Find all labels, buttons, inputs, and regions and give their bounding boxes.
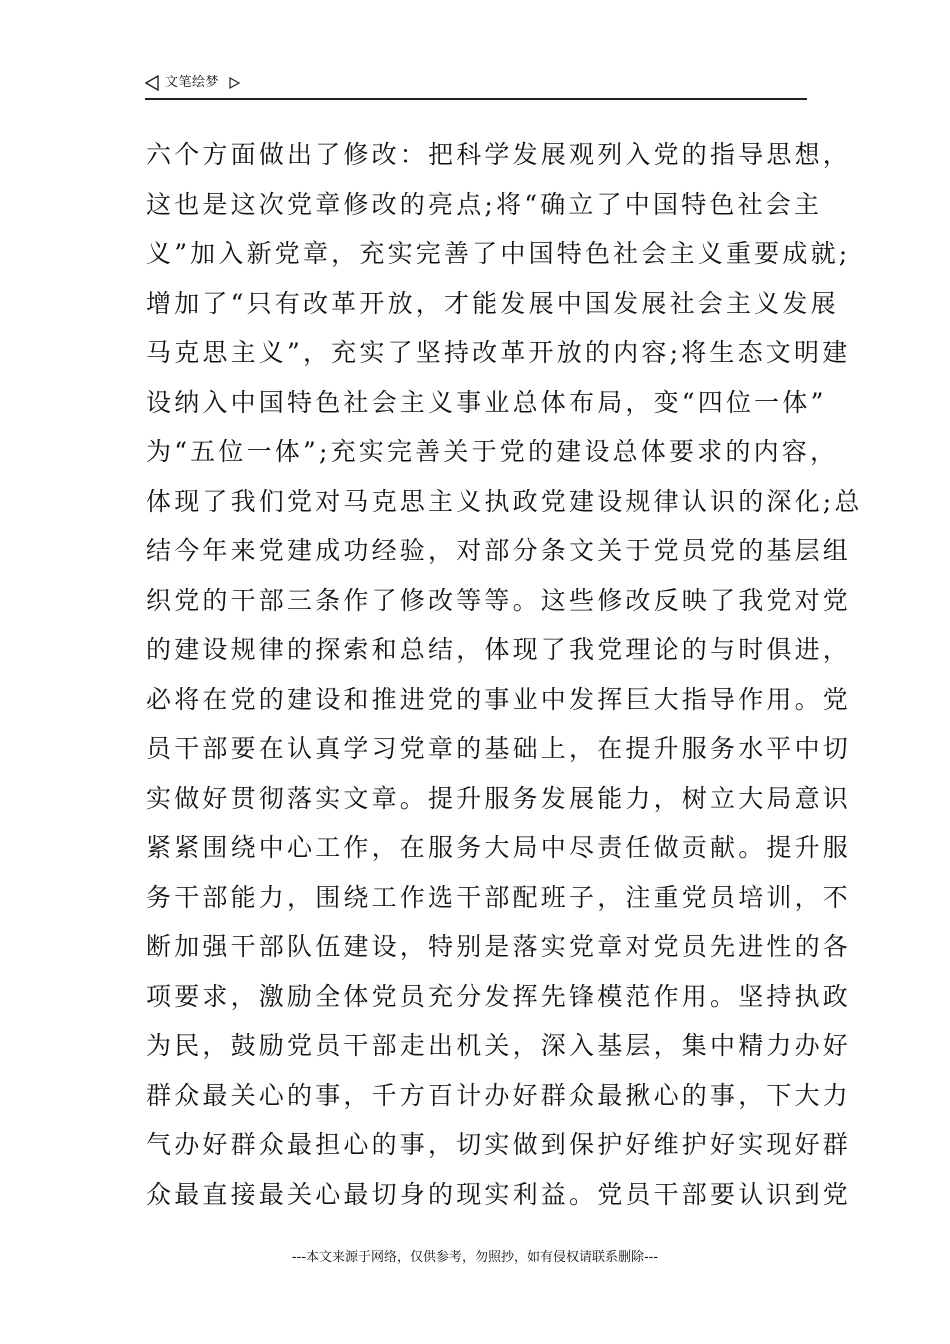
page-header [145, 74, 807, 100]
body-line: 实做好贯彻落实文章。提升服务发展能力，树立大局意识 [146, 783, 852, 813]
body-line: 为“五位一体”;充实完善关于党的建设总体要求的内容， [146, 437, 839, 466]
body-line: 项要求，激励全体党员充分发挥先锋模范作用。坚持执政 [146, 981, 852, 1011]
header-title: 文笔绘梦 [165, 75, 220, 90]
body-line: 员干部要在认真学习党章的基础上，在提升服务水平中切 [146, 734, 852, 763]
body-line: 体现了我们党对马克思主义执政党建设规律认识的深化;总 [146, 486, 863, 516]
body-line: 马克思主义”，充实了坚持改革开放的内容;将生态文明建 [146, 338, 851, 367]
body-line: 众最直接最关心最切身的现实利益。党员干部要认识到党 [146, 1179, 852, 1209]
body-line: 的建设规律的探索和总结，体现了我党理论的与时俱进， [146, 635, 852, 664]
body-line: 这也是这次党章修改的亮点;将“确立了中国特色社会主 [146, 189, 823, 219]
triangle-left-icon [145, 75, 159, 91]
body-line: 结今年来党建成功经验，对部分条文关于党员党的基层组 [146, 536, 852, 565]
body-line: 断加强干部队伍建设，特别是落实党章对党员先进性的各 [146, 932, 852, 961]
triangle-right-icon [229, 77, 240, 89]
body-line: 为民，鼓励党员干部走出机关，深入基层，集中精力办好 [146, 1031, 852, 1060]
body-line: 必将在党的建设和推进党的事业中发挥巨大指导作用。党 [146, 684, 852, 714]
document-body [146, 130, 863, 1219]
body-line: 气办好群众最担心的事，切实做到保护好维护好实现好群 [146, 1130, 852, 1159]
footer-disclaimer: ---本文来源于网络，仅供参考，勿照抄，如有侵权请联系删除--- [291, 1250, 659, 1265]
body-line: 义”加入新党章，充实完善了中国特色社会主义重要成就; [146, 239, 851, 268]
body-line: 群众最关心的事，千方百计办好群众最揪心的事，下大力 [146, 1080, 852, 1110]
body-line: 六个方面做出了修改：把科学发展观列入党的指导思想， [146, 140, 852, 169]
body-line: 务干部能力，围绕工作选干部配班子，注重党员培训，不 [146, 882, 852, 912]
body-line: 设纳入中国特色社会主义事业总体布局，变“四位一体” [146, 387, 827, 417]
body-line: 紧紧围绕中心工作，在服务大局中尽责任做贡献。提升服 [146, 833, 852, 862]
body-line: 织党的干部三条作了修改等等。这些修改反映了我党对党 [146, 585, 852, 615]
body-line: 增加了“只有改革开放，才能发展中国发展社会主义发展 [146, 288, 839, 318]
header-row [145, 74, 807, 92]
